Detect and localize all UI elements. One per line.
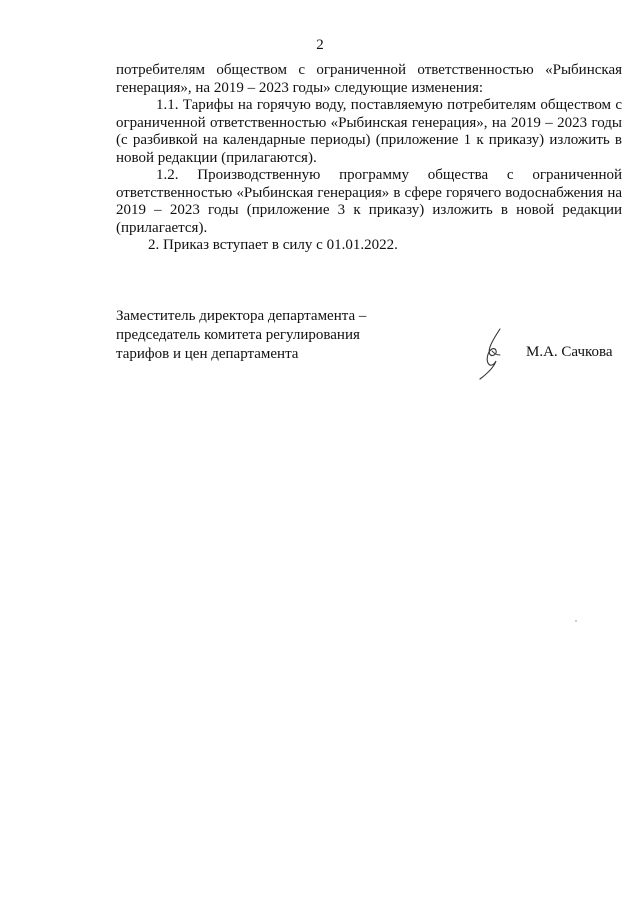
scan-speck xyxy=(575,620,577,622)
signatory-position xyxy=(116,307,416,364)
signatory-name: М.А. Сачкова xyxy=(526,344,613,360)
page-number: 2 xyxy=(316,37,324,53)
paragraph-1-2-production-program: 1.2. Производственную программу общества с ограниченной ответственностью «Рыбинская генерация» в сфере горячего водоснабжения на 2019 – 2023 годы (приложение 3 к приказу) изложить в новой редакции (прилагается). xyxy=(116,167,622,236)
signatory-position-line: председатель комитета регулирования xyxy=(116,327,360,343)
document-body xyxy=(116,62,622,255)
paragraph-intro-continuation: потребителям обществом с ограниченной ответственностью «Рыбинская генерация», на 2019 – 2023 годы» следующие изменения: xyxy=(116,62,622,96)
signatory-position-line: Заместитель директора департамента – xyxy=(116,308,367,324)
handwritten-signature xyxy=(470,325,518,383)
signatory-position-line: тарифов и цен департамента xyxy=(116,346,299,362)
paragraph-2-effective-date: 2. Приказ вступает в силу с 01.01.2022. xyxy=(148,237,398,253)
paragraph-1-1-hot-water-tariffs: 1.1. Тарифы на горячую воду, поставляемую потребителям обществом с ограниченной ответственностью «Рыбинская генерация», на 2019 – 2023 годы (с разбивкой на календарные периоды) (приложение 1 к приказу) изложить в новой редакции (прилагаются). xyxy=(116,97,622,166)
